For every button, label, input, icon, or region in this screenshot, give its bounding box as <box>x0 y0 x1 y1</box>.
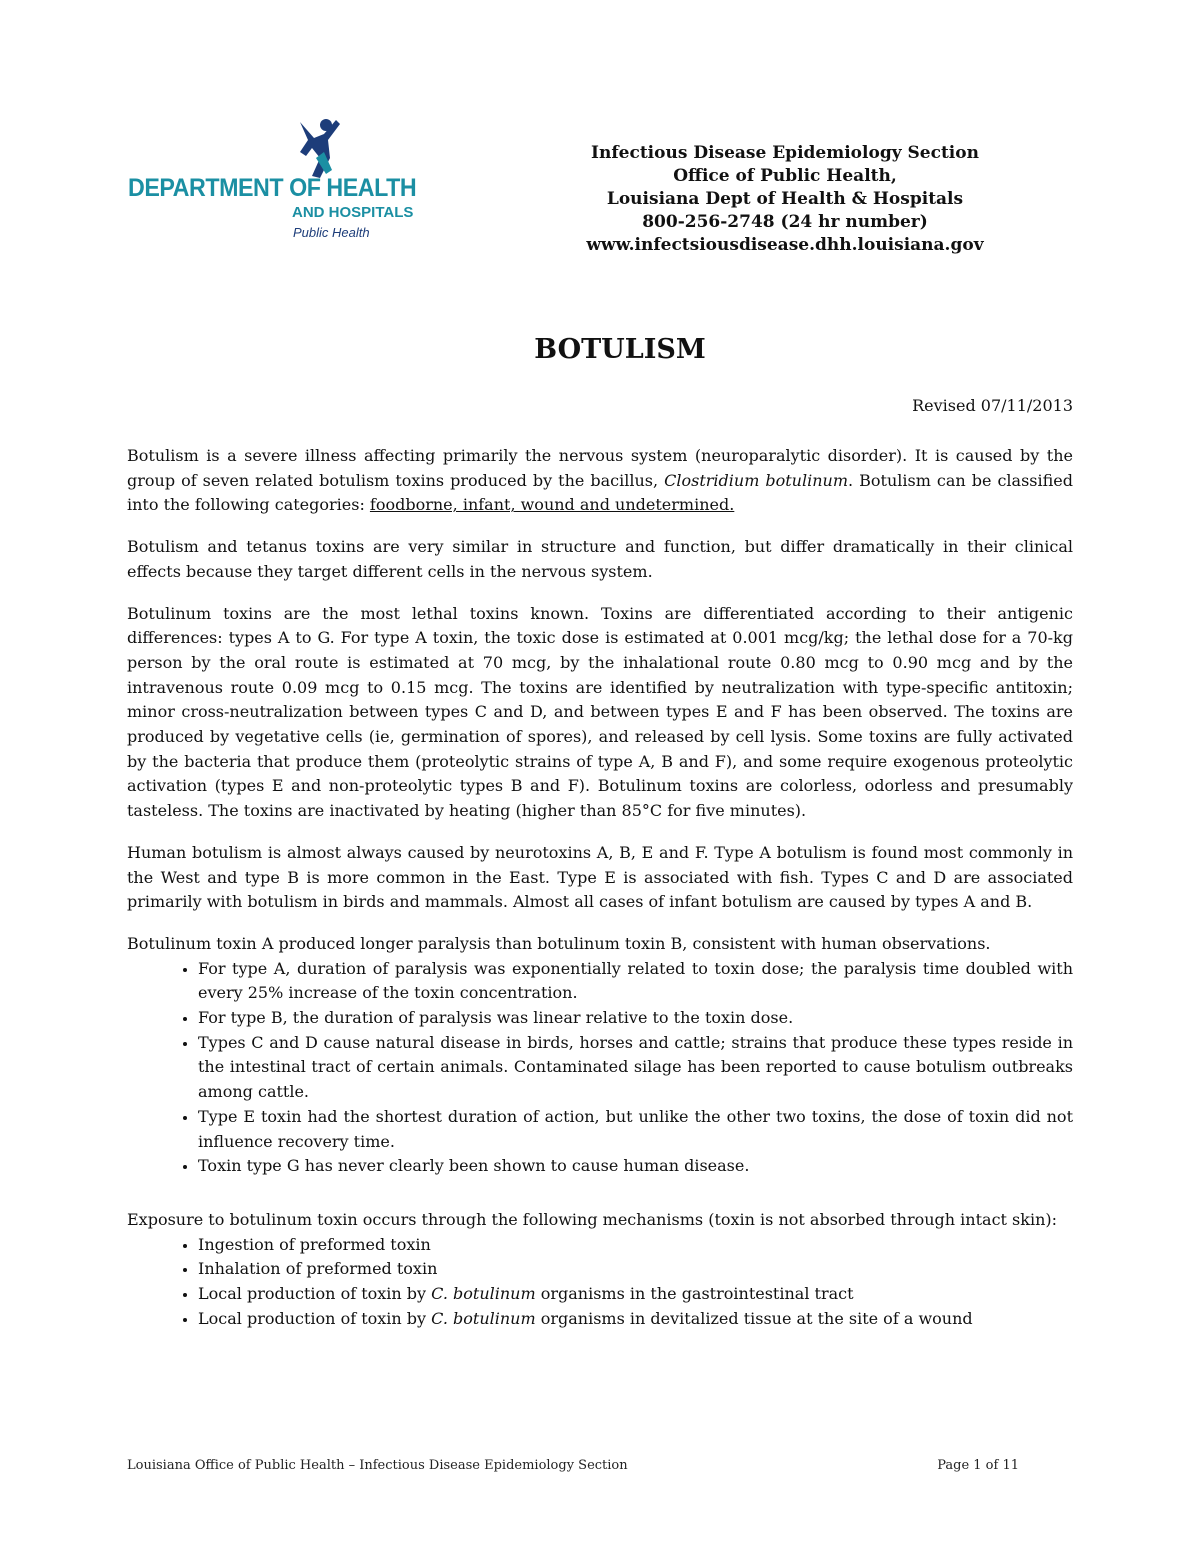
document-title: BOTULISM <box>534 334 706 365</box>
logo-public-health-text: Public Health <box>293 225 370 240</box>
section-header <box>520 142 1050 257</box>
person-figure-icon <box>296 118 342 180</box>
page-number: Page 1 of 11 <box>937 1458 1019 1473</box>
logo-hospitals-text: AND HOSPITALS <box>292 204 414 221</box>
page-footer <box>127 1458 1019 1473</box>
exposure-list <box>127 1233 1073 1332</box>
list-item: • Local production of toxin by C. botulinum organisms in devitalized tissue at the site of a wound <box>198 1307 1073 1332</box>
list-item: • Local production of toxin by C. botulinum organisms in the gastrointestinal tract <box>198 1282 1073 1307</box>
categories-underlined: foodborne, infant, wound and undetermined. <box>369 495 735 515</box>
list-item: • For type B, the duration of paralysis was linear relative to the toxin dose. <box>198 1006 1073 1031</box>
document-body <box>127 444 1073 1349</box>
footer-source: Louisiana Office of Public Health – Infectious Disease Epidemiology Section <box>127 1458 628 1473</box>
paragraph-toxin-a: Botulinum toxin A produced longer paralysis than botulinum toxin B, consistent with human observations. <box>127 933 991 953</box>
toxin-types-list <box>127 957 1073 1179</box>
paragraph-intro: Botulism is a severe illness affecting primarily the nervous system (neuroparalytic disorder). It is caused by the group of seven related botulism toxins produced by the bacillus, Clostridium botulinum. Botulism can be classified into the following categories: foodborne, infant, wound and undetermined. <box>127 446 1073 515</box>
paragraph-toxins: Botulinum toxins are the most lethal toxins known. Toxins are differentiated according to their antigenic differences: types A to G. For type A toxin, the toxic dose is estimated at 0.001 mcg/kg; the lethal dose for a 70-kg person by the oral route is estimated at 70 mcg, by the inhalational route 0.80 mcg to 0.90 mcg and by the intravenous route 0.09 mcg to 0.15 mcg. The toxins are identified by neutralization with type-specific antitoxin; minor cross-neutralization between types C and D, and between types E and F has been observed. The toxins are produced by vegetative cells (ie, germination of spores), and released by cell lysis. Some toxins are fully activated by the bacteria that produce them (proteolytic strains of type A, B and F), and some require exogenous proteolytic activation (types E and non-proteolytic types B and F). Botulinum toxins are colorless, odorless and presumably tasteless. The toxins are inactivated by heating (higher than 85°C for five minutes). <box>127 603 1073 821</box>
header-website: www.infectsiousdisease.dhh.louisiana.gov <box>586 235 984 255</box>
list-item: • For type A, duration of paralysis was exponentially related to toxin dose; the paralysis time doubled with every 25% increase of the toxin concentration. <box>198 957 1073 1006</box>
dhh-logo <box>128 118 428 258</box>
header-section-name: Infectious Disease Epidemiology Section <box>591 143 979 163</box>
list-item: • Inhalation of preformed toxin <box>198 1257 1073 1282</box>
revised-date: Revised 07/11/2013 <box>912 396 1073 415</box>
organism-name: Clostridium botulinum <box>664 470 849 490</box>
paragraph-human-botulism: Human botulism is almost always caused by neurotoxins A, B, E and F. Type A botulism is found most commonly in the West and type B is more common in the East. Type E is associated with fish. Types C and D are associated primarily with botulism in birds and mammals. Almost all cases of infant botulism are caused by types A and B. <box>127 842 1073 912</box>
header-dept: Louisiana Dept of Health & Hospitals <box>606 189 964 209</box>
logo-department-text: DEPARTMENT OF HEALTH <box>128 174 417 202</box>
list-item: • Toxin type G has never clearly been shown to cause human disease. <box>198 1154 1073 1179</box>
header-phone: 800-256-2748 (24 hr number) <box>642 212 928 232</box>
header-office: Office of Public Health, <box>673 166 897 186</box>
paragraph-exposure: Exposure to botulinum toxin occurs through the following mechanisms (toxin is not absorbed through intact skin): <box>127 1209 1058 1229</box>
list-item: • Types C and D cause natural disease in birds, horses and cattle; strains that produce these types reside in the intestinal tract of certain animals. Contaminated silage has been reported to cause botulism outbreaks among cattle. <box>198 1031 1073 1105</box>
list-item: • Ingestion of preformed toxin <box>198 1233 1073 1258</box>
paragraph-tetanus: Botulism and tetanus toxins are very similar in structure and function, but differ dramatically in their clinical effects because they target different cells in the nervous system. <box>127 537 1073 581</box>
list-item: • Type E toxin had the shortest duration of action, but unlike the other two toxins, the dose of toxin did not influence recovery time. <box>198 1105 1073 1154</box>
